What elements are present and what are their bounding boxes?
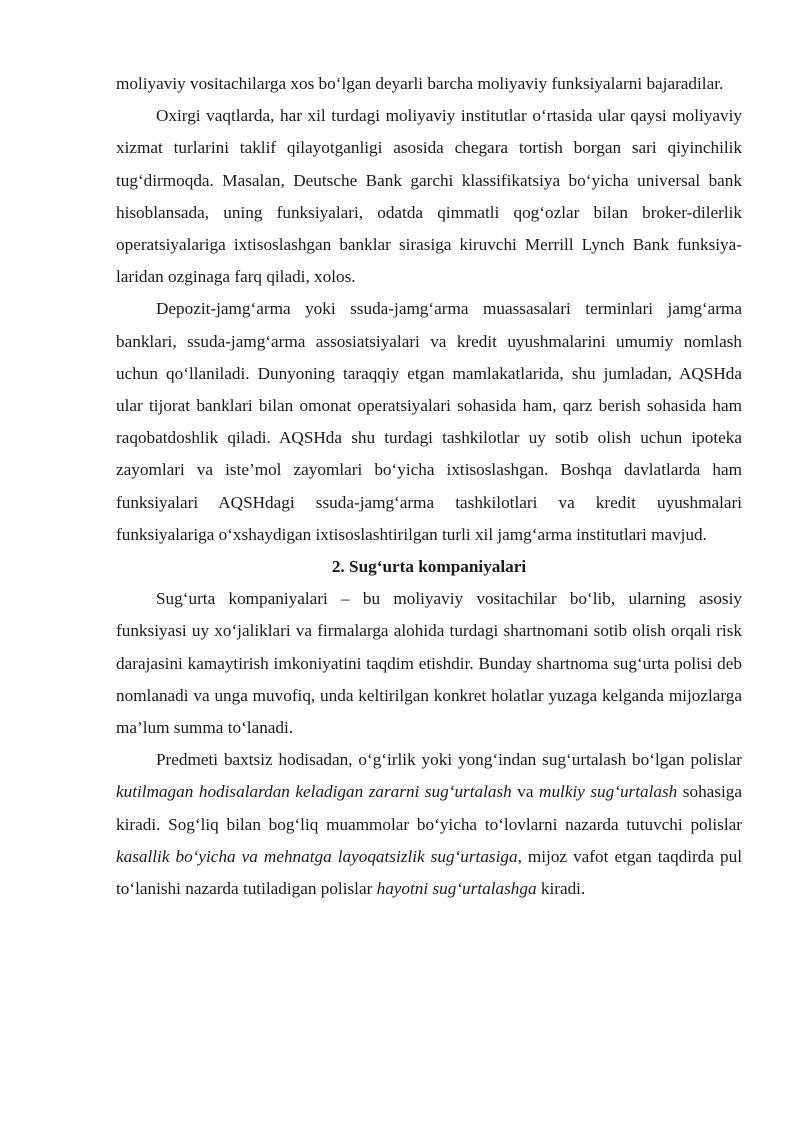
text-segment: kiradi.	[536, 879, 586, 899]
paragraph-savings-institutions: Depozit-jamg‘arma yoki ssuda-jamg‘arma muassasalari terminlari jamg‘arma banklari, ssuda-jamg‘arma assosiatsiyalari va kredit uyushmalarini umumiy nomlash uchun qo‘llaniladi. Dunyoning taraqqiy etgan mamlakatlarida, shu jumladan, AQSHda ular tijorat banklari bilan omonat operatsiyalari sohasida ham, qarz berish sohasida ham raqobatdoshlik qiladi. AQSHda shu turdagi tashkilotlar uy sotib olish uchun ipoteka zayomlari va iste’mol zayomlari bo‘yicha ixtisoslashgan. Boshqa davlatlarda ham funksiyalari AQSHdagi ssuda-jamg‘arma tashkilotlari va kredit uyushmalari funksiyalariga o‘xshaydigan ixtisoslashtirilgan turli xil jamg‘arma institutlari mavjud.	[116, 299, 742, 544]
paragraph-continuation: moliyaviy vositachilarga xos bo‘lgan deyarli barcha moliyaviy funksiyalarni bajaradilar.	[116, 74, 724, 93]
text-segment: Predmeti baxtsiz hodisadan, o‘g‘irlik yoki yong‘indan sug‘urtalash bo‘lgan polislar	[156, 750, 742, 770]
paragraph-institution-boundaries: Oxirgi vaqtlarda, har xil turdagi moliyaviy institutlar o‘rtasida ular qaysi moliyaviy xizmat turlarini taklif qilayotganligi asosida chegara tortish borgan sari qiyinchilik tug‘dirmoqda. Masalan, Deutsche Bank garchi klassifikatsiya bo‘yicha universal bank hisoblansada, uning funksiyalari, odatda qimmatli qog‘ozlar bilan broker-dilerlik operatsiyalariga ixtisoslashgan banklar sirasiga kiruvchi Merrill Lynch Bank funksiya-laridan ozginaga farq qiladi, xolos.	[116, 106, 742, 287]
italic-term: hayotni sug‘urtalashga	[376, 879, 537, 899]
italic-term: kasallik bo‘yicha va mehnatga layoqatsizlik sug‘urtasiga	[116, 846, 518, 866]
paragraph-insurance-types	[116, 744, 742, 905]
text-segment: va	[511, 782, 540, 802]
document-page	[116, 68, 742, 905]
text-segment: sohasiga kiradi. Sog‘liq bilan bog‘liq muammolar bo‘yicha to‘lovlarni nazarda tutuvchi polislar	[116, 782, 742, 834]
italic-term: kutilmagan hodisalardan keladigan zararni sug‘urtalash	[116, 782, 512, 802]
paragraph-insurance-companies: Sug‘urta kompaniyalari – bu moliyaviy vositachilar bo‘lib, ularning asosiy funksiyasi uy xo‘jaliklari va firmalarga alohida turdagi shartnomani sotib olish orqali risk darajasini kamaytirish imkoniyatini taqdim etishdir. Bunday shartnoma sug‘urta polisi deb nomlanadi va unga muvofiq, unda keltirilgan konkret holatlar yuzaga kelganda mijozlarga ma’lum summa to‘lanadi.	[116, 589, 742, 738]
italic-term: mulkiy sug‘urtalash	[539, 782, 678, 802]
text-segment: , mijoz vafot etgan taqdirda pul to‘lanishi nazarda tutiladigan polislar	[116, 846, 743, 899]
section-heading: 2. Sug‘urta kompaniyalari	[331, 557, 527, 577]
